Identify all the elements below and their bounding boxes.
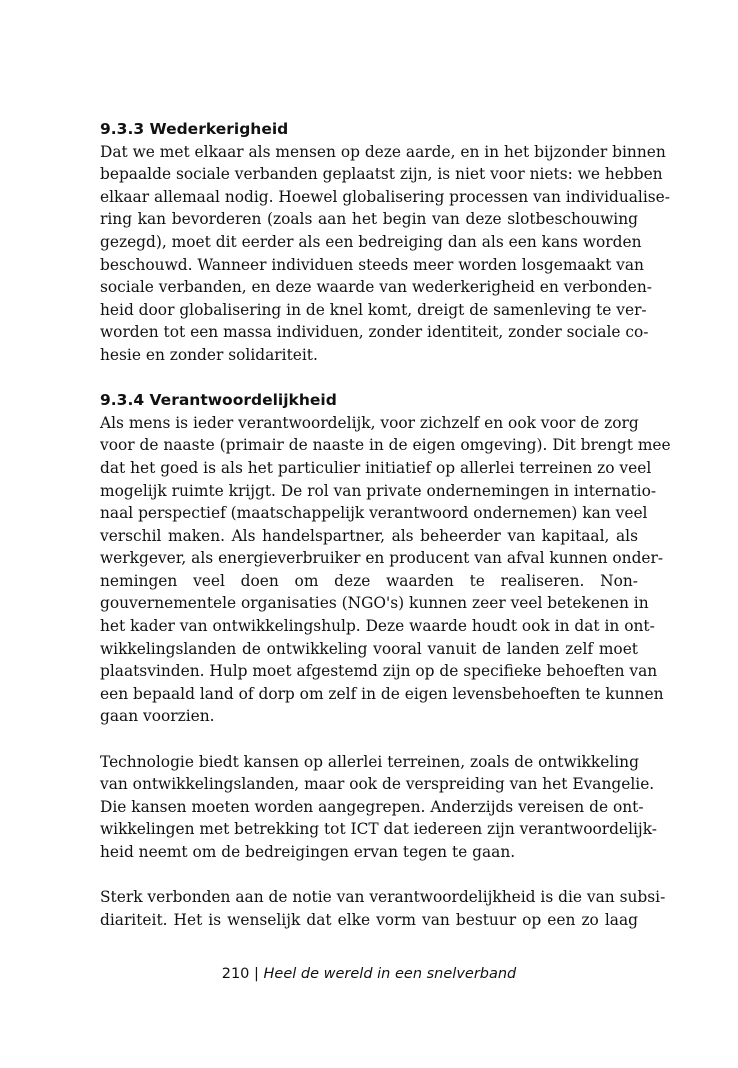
paragraph-verantwoordelijkheid: [100, 412, 671, 728]
text-line: mogelijk ruimte krijgt. De rol van private ondernemingen in internatio-: [100, 481, 657, 500]
text-line: gezegd), moet dit eerder als een bedreiging dan als een kans worden: [100, 232, 642, 251]
text-line: diariteit. Het is wenselijk dat elke vorm van bestuur op een zo laag: [100, 910, 638, 929]
text-line: voor de naaste (primair de naaste in de eigen omgeving). Dit brengt mee: [100, 436, 671, 455]
text-line: het kader van ontwikkelingshulp. Deze waarde houdt ook in dat in ont-: [100, 617, 655, 636]
paragraph-gap: [100, 864, 638, 887]
text-line: van ontwikkelingslanden, maar ook de verspreiding van het Evangelie.: [100, 775, 655, 794]
text-line: beschouwd. Wanneer individuen steeds meer worden losgemaakt van: [100, 255, 644, 274]
text-line: Technologie biedt kansen op allerlei terreinen, zoals de ontwikkeling: [100, 752, 639, 771]
text-line: heid neemt om de bedreigingen ervan tegen te gaan.: [100, 843, 516, 861]
text-line: wikkelingen met betrekking tot ICT dat iedereen zijn verantwoordelijk-: [100, 820, 657, 839]
text-line: verschil maken. Als handelspartner, als beheerder van kapitaal, als: [100, 526, 638, 545]
text-line: nemingen veel doen om deze waarden te realiseren. Non-: [100, 571, 638, 590]
footer-separator: |: [254, 966, 259, 982]
text-line: heid door globalisering in de knel komt, dreigt de samenleving te ver-: [100, 300, 647, 319]
text-line: ring kan bevorderen (zoals aan het begin van deze slotbeschouwing: [100, 210, 638, 229]
paragraph-technologie: [100, 751, 657, 864]
page-number: 210: [221, 966, 250, 982]
text-line: worden tot een massa individuen, zonder identiteit, zonder sociale co-: [100, 323, 649, 342]
text-line: Als mens is ieder verantwoordelijk, voor zichzelf en ook voor de zorg: [100, 413, 639, 432]
text-line: Dat we met elkaar als mensen op deze aarde, en in het bijzonder binnen: [100, 142, 666, 161]
page-footer: [0, 966, 738, 982]
text-line: gouvernementele organisaties (NGO's) kunnen zeer veel betekenen in: [100, 594, 649, 613]
text-line: naal perspectief (maatschappelijk verantwoord ondernemen) kan veel: [100, 504, 648, 523]
paragraph-gap: [100, 367, 638, 390]
text-line: Sterk verbonden aan de notie van verantwoordelijkheid is die van subsi-: [100, 888, 666, 907]
text-line: wikkelingslanden de ontwikkeling vooral vanuit de landen zelf moet: [100, 639, 638, 658]
text-line: dat het goed is als het particulier initiatief op allerlei terreinen zo veel: [100, 458, 652, 477]
text-line: een bepaald land of dorp om zelf in de eigen levensbehoeften te kunnen: [100, 684, 664, 703]
page-body: [100, 118, 671, 931]
section-heading-verantwoordelijkheid: 9.3.4 Verantwoordelijkheid: [100, 391, 337, 410]
text-line: sociale verbanden, en deze waarde van wederkerigheid en verbonden-: [100, 278, 652, 297]
section-heading-wederkerigheid: 9.3.3 Wederkerigheid: [100, 120, 289, 138]
text-line: werkgever, als energieverbruiker en producent van afval kunnen onder-: [100, 549, 664, 568]
text-line: bepaalde sociale verbanden geplaatst zijn, is niet voor niets: we hebben: [100, 165, 663, 184]
text-line: Die kansen moeten worden aangegrepen. Anderzijds vereisen de ont-: [100, 797, 644, 816]
paragraph-gap: [100, 728, 638, 751]
text-line: hesie en zonder solidariteit.: [100, 345, 318, 364]
paragraph-wederkerigheid: [100, 141, 670, 367]
text-line: plaatsvinden. Hulp moet afgestemd zijn op de specifieke behoeften van: [100, 662, 658, 681]
text-line: gaan voorzien.: [100, 707, 215, 726]
book-title: Heel de wereld in een snelverband: [263, 966, 517, 982]
text-line: elkaar allemaal nodig. Hoewel globalisering processen van individualise-: [100, 187, 670, 206]
paragraph-subsidiariteit: [100, 886, 666, 931]
